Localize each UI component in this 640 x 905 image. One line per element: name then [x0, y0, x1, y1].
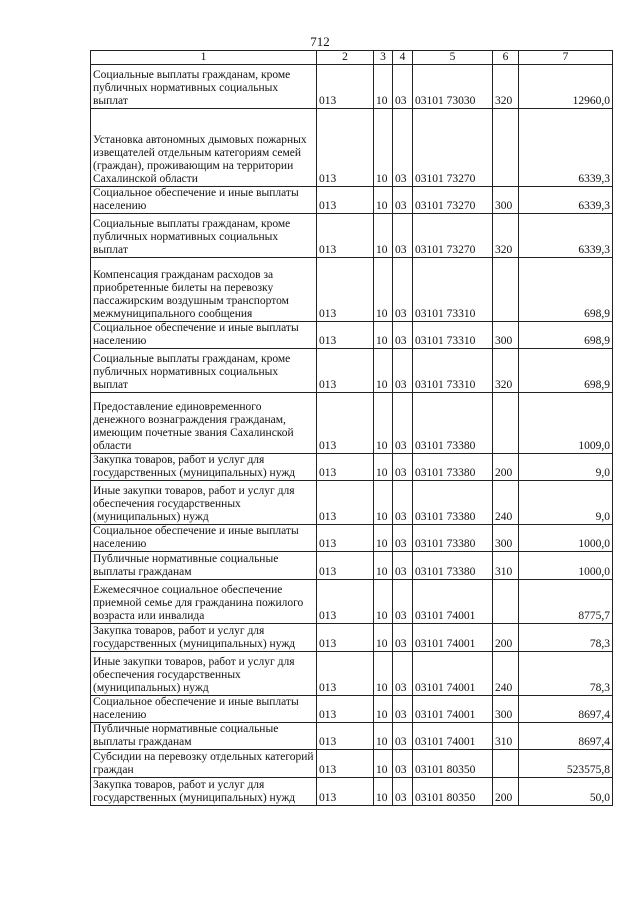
- cell-rz: 10: [374, 580, 393, 624]
- cell-grbs: 013: [317, 65, 374, 109]
- cell-csr: 03101 73270: [413, 109, 493, 187]
- cell-grbs: 013: [317, 652, 374, 696]
- cell-amount: 9,0: [519, 454, 613, 481]
- column-number-5: 5: [413, 51, 493, 65]
- cell-pr: 03: [393, 109, 413, 187]
- cell-grbs: 013: [317, 778, 374, 806]
- cell-rz: 10: [374, 552, 393, 580]
- cell-name: Социальное обеспечение и иные выплаты населению: [91, 187, 317, 214]
- cell-rz: 10: [374, 65, 393, 109]
- cell-csr: 03101 74001: [413, 696, 493, 723]
- cell-vr: [493, 258, 519, 322]
- cell-name: Закупка товаров, работ и услуг для государственных (муниципальных) нужд: [91, 454, 317, 481]
- cell-vr: 300: [493, 525, 519, 552]
- cell-name: Иные закупки товаров, работ и услуг для обеспечения государственных (муниципальных) нужд: [91, 652, 317, 696]
- cell-csr: 03101 73270: [413, 187, 493, 214]
- cell-amount: 6339,3: [519, 187, 613, 214]
- cell-grbs: 013: [317, 109, 374, 187]
- cell-pr: 03: [393, 454, 413, 481]
- cell-rz: 10: [374, 109, 393, 187]
- cell-pr: 03: [393, 723, 413, 750]
- cell-name: Субсидии на перевозку отдельных категорий граждан: [91, 750, 317, 778]
- cell-pr: 03: [393, 393, 413, 454]
- cell-vr: 300: [493, 322, 519, 349]
- cell-csr: 03101 74001: [413, 723, 493, 750]
- cell-rz: 10: [374, 652, 393, 696]
- cell-csr: 03101 73310: [413, 258, 493, 322]
- cell-vr: 240: [493, 481, 519, 525]
- table-row: [91, 552, 613, 580]
- cell-pr: 03: [393, 481, 413, 525]
- cell-rz: 10: [374, 258, 393, 322]
- cell-vr: [493, 393, 519, 454]
- cell-pr: 03: [393, 525, 413, 552]
- cell-csr: 03101 73380: [413, 454, 493, 481]
- cell-name: Иные закупки товаров, работ и услуг для обеспечения государственных (муниципальных) нужд: [91, 481, 317, 525]
- cell-vr: [493, 750, 519, 778]
- cell-grbs: 013: [317, 750, 374, 778]
- cell-grbs: 013: [317, 454, 374, 481]
- table-row: [91, 393, 613, 454]
- cell-csr: 03101 80350: [413, 750, 493, 778]
- table-row: [91, 322, 613, 349]
- table-row: [91, 109, 613, 187]
- cell-grbs: 013: [317, 187, 374, 214]
- cell-vr: 320: [493, 214, 519, 258]
- cell-csr: 03101 73270: [413, 214, 493, 258]
- cell-name: Социальное обеспечение и иные выплаты населению: [91, 322, 317, 349]
- cell-name: Закупка товаров, работ и услуг для государственных (муниципальных) нужд: [91, 624, 317, 652]
- cell-amount: 8697,4: [519, 723, 613, 750]
- cell-vr: 240: [493, 652, 519, 696]
- cell-vr: 320: [493, 349, 519, 393]
- cell-pr: 03: [393, 580, 413, 624]
- cell-csr: 03101 73380: [413, 393, 493, 454]
- cell-amount: 8775,7: [519, 580, 613, 624]
- cell-amount: 1009,0: [519, 393, 613, 454]
- cell-grbs: 013: [317, 349, 374, 393]
- cell-vr: 310: [493, 552, 519, 580]
- cell-grbs: 013: [317, 214, 374, 258]
- cell-name: Предоставление единовременного денежного вознаграждения гражданам, имеющим почетные звания Сахалинской области: [91, 393, 317, 454]
- cell-csr: 03101 73380: [413, 552, 493, 580]
- cell-pr: 03: [393, 552, 413, 580]
- table-header: [91, 51, 613, 65]
- cell-pr: 03: [393, 349, 413, 393]
- cell-amount: 6339,3: [519, 109, 613, 187]
- column-number-row: [91, 51, 613, 65]
- cell-vr: 300: [493, 187, 519, 214]
- budget-table: [90, 50, 613, 806]
- cell-grbs: 013: [317, 322, 374, 349]
- cell-pr: 03: [393, 322, 413, 349]
- cell-amount: 1000,0: [519, 525, 613, 552]
- cell-grbs: 013: [317, 481, 374, 525]
- column-number-6: 6: [493, 51, 519, 65]
- cell-grbs: 013: [317, 393, 374, 454]
- cell-rz: 10: [374, 393, 393, 454]
- cell-pr: 03: [393, 652, 413, 696]
- table-row: [91, 696, 613, 723]
- cell-vr: [493, 580, 519, 624]
- table-row: [91, 750, 613, 778]
- cell-amount: 50,0: [519, 778, 613, 806]
- table-row: [91, 187, 613, 214]
- cell-pr: 03: [393, 65, 413, 109]
- cell-grbs: 013: [317, 624, 374, 652]
- cell-csr: 03101 73310: [413, 322, 493, 349]
- cell-grbs: 013: [317, 525, 374, 552]
- column-number-2: 2: [317, 51, 374, 65]
- cell-pr: 03: [393, 187, 413, 214]
- cell-pr: 03: [393, 624, 413, 652]
- cell-rz: 10: [374, 723, 393, 750]
- cell-csr: 03101 74001: [413, 624, 493, 652]
- cell-vr: [493, 109, 519, 187]
- table-row: [91, 580, 613, 624]
- cell-amount: 12960,0: [519, 65, 613, 109]
- column-number-7: 7: [519, 51, 613, 65]
- cell-rz: 10: [374, 322, 393, 349]
- cell-rz: 10: [374, 214, 393, 258]
- cell-pr: 03: [393, 750, 413, 778]
- table-row: [91, 258, 613, 322]
- cell-name: Социальное обеспечение и иные выплаты населению: [91, 696, 317, 723]
- cell-amount: 1000,0: [519, 552, 613, 580]
- cell-rz: 10: [374, 624, 393, 652]
- cell-csr: 03101 80350: [413, 778, 493, 806]
- cell-amount: 78,3: [519, 652, 613, 696]
- cell-csr: 03101 74001: [413, 652, 493, 696]
- table-row: [91, 525, 613, 552]
- table-row: [91, 652, 613, 696]
- cell-name: Социальные выплаты гражданам, кроме публичных нормативных социальных выплат: [91, 214, 317, 258]
- cell-csr: 03101 73380: [413, 525, 493, 552]
- page-number: 712: [310, 34, 330, 49]
- cell-grbs: 013: [317, 723, 374, 750]
- cell-vr: 200: [493, 454, 519, 481]
- cell-csr: 03101 73380: [413, 481, 493, 525]
- cell-pr: 03: [393, 258, 413, 322]
- table-row: [91, 481, 613, 525]
- cell-name: Социальные выплаты гражданам, кроме публичных нормативных социальных выплат: [91, 349, 317, 393]
- cell-grbs: 013: [317, 258, 374, 322]
- table-row: [91, 624, 613, 652]
- cell-vr: 310: [493, 723, 519, 750]
- cell-grbs: 013: [317, 696, 374, 723]
- cell-vr: 320: [493, 65, 519, 109]
- table-row: [91, 214, 613, 258]
- cell-amount: 698,9: [519, 349, 613, 393]
- cell-vr: 200: [493, 778, 519, 806]
- cell-amount: 698,9: [519, 258, 613, 322]
- cell-csr: 03101 73310: [413, 349, 493, 393]
- cell-rz: 10: [374, 778, 393, 806]
- cell-name: Установка автономных дымовых пожарных извещателей отдельным категориям семей (граждан), проживающим на территории Сахалинской области: [91, 109, 317, 187]
- cell-amount: 9,0: [519, 481, 613, 525]
- cell-vr: 300: [493, 696, 519, 723]
- cell-amount: 6339,3: [519, 214, 613, 258]
- column-number-1: 1: [91, 51, 317, 65]
- cell-name: Социальные выплаты гражданам, кроме публичных нормативных социальных выплат: [91, 65, 317, 109]
- cell-pr: 03: [393, 778, 413, 806]
- table-row: [91, 778, 613, 806]
- column-number-3: 3: [374, 51, 393, 65]
- cell-amount: 8697,4: [519, 696, 613, 723]
- cell-name: Компенсация гражданам расходов за приобретенные билеты на перевозку пассажирским воздушным транспортом межмуниципального сообщения: [91, 258, 317, 322]
- cell-grbs: 013: [317, 552, 374, 580]
- cell-csr: 03101 74001: [413, 580, 493, 624]
- cell-name: Публичные нормативные социальные выплаты гражданам: [91, 723, 317, 750]
- cell-rz: 10: [374, 525, 393, 552]
- table-row: [91, 349, 613, 393]
- column-number-4: 4: [393, 51, 413, 65]
- cell-name: Закупка товаров, работ и услуг для государственных (муниципальных) нужд: [91, 778, 317, 806]
- cell-name: Публичные нормативные социальные выплаты гражданам: [91, 552, 317, 580]
- cell-rz: 10: [374, 696, 393, 723]
- table-body: [91, 65, 613, 806]
- table-row: [91, 65, 613, 109]
- table-row: [91, 723, 613, 750]
- cell-name: Социальное обеспечение и иные выплаты населению: [91, 525, 317, 552]
- cell-vr: 200: [493, 624, 519, 652]
- cell-grbs: 013: [317, 580, 374, 624]
- table-row: [91, 454, 613, 481]
- cell-amount: 523575,8: [519, 750, 613, 778]
- cell-pr: 03: [393, 696, 413, 723]
- cell-csr: 03101 73030: [413, 65, 493, 109]
- cell-name: Ежемесячное социальное обеспечение приемной семье для гражданина пожилого возраста или инвалида: [91, 580, 317, 624]
- cell-rz: 10: [374, 349, 393, 393]
- cell-pr: 03: [393, 214, 413, 258]
- cell-rz: 10: [374, 187, 393, 214]
- cell-rz: 10: [374, 750, 393, 778]
- cell-amount: 78,3: [519, 624, 613, 652]
- cell-rz: 10: [374, 454, 393, 481]
- cell-rz: 10: [374, 481, 393, 525]
- cell-amount: 698,9: [519, 322, 613, 349]
